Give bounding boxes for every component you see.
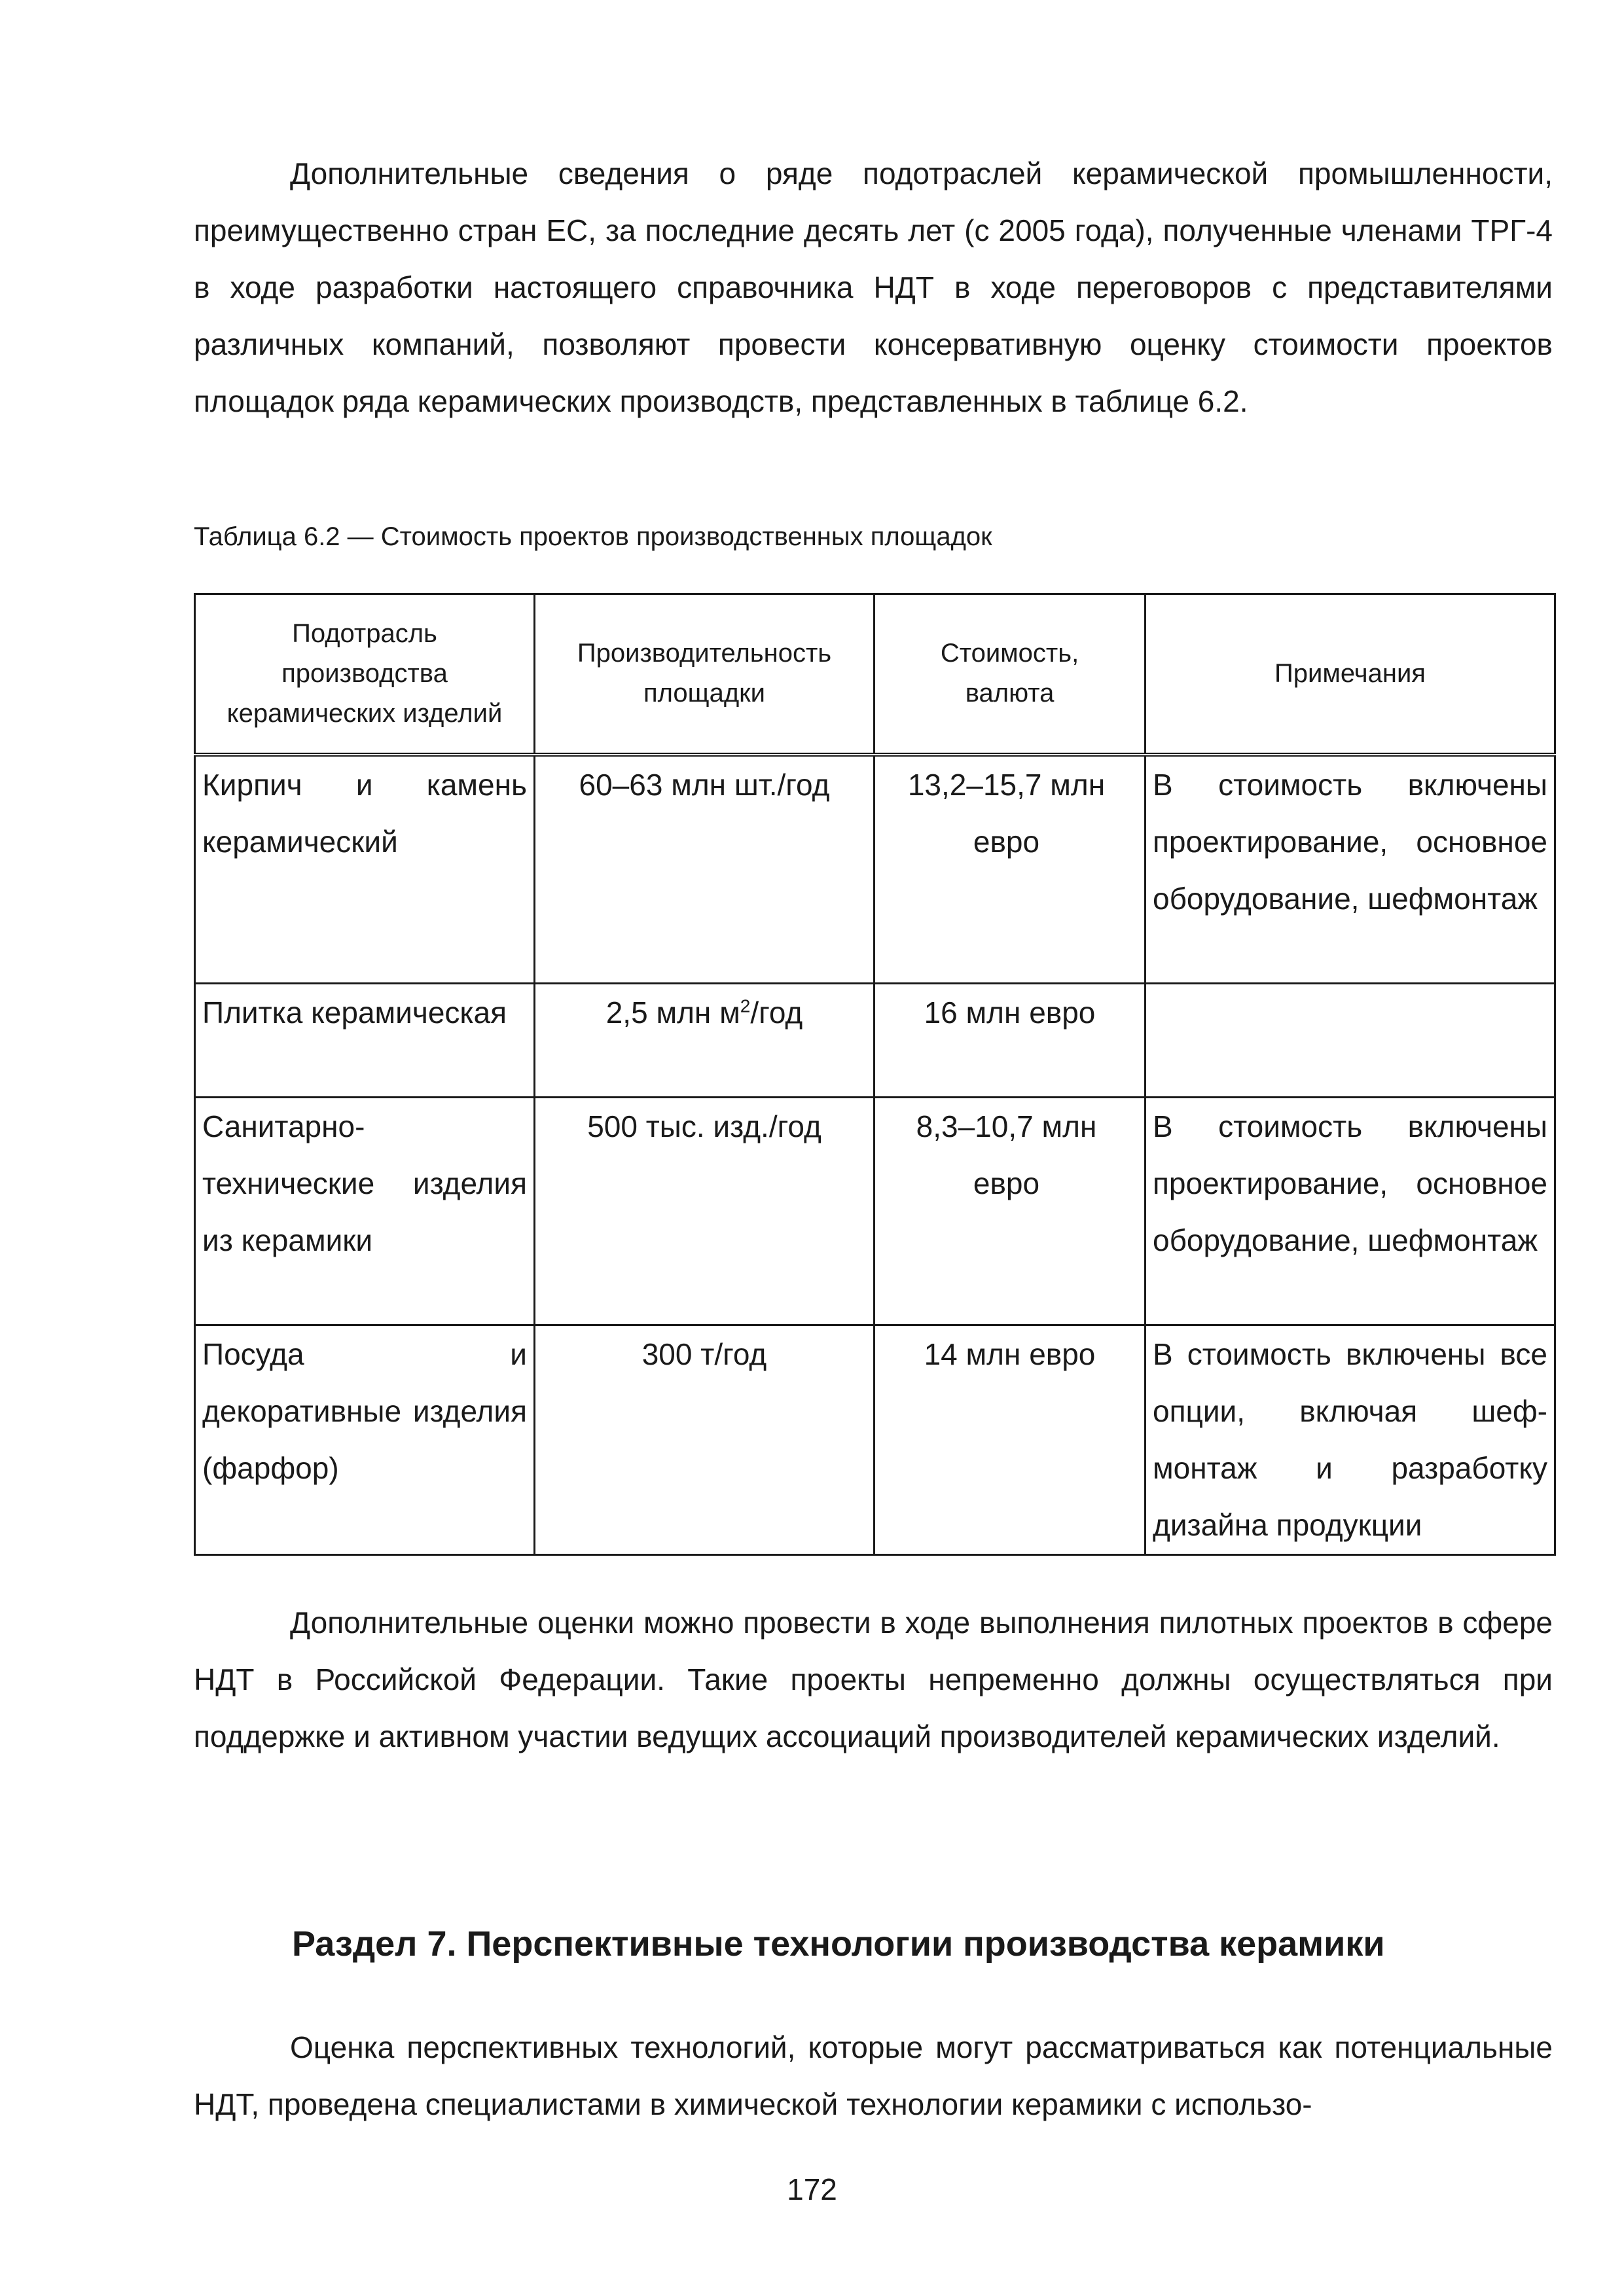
row-capacity: 500 тыс. изд./год	[535, 1098, 875, 1325]
row-subsector: Кирпич и камень керамический	[195, 755, 535, 984]
header-capacity: Производительность площадки	[535, 594, 875, 755]
row-subsector: Посуда и декоративные изделия (фарфор)	[195, 1325, 535, 1555]
table-caption: Таблица 6.2 — Стоимость проектов производственных площадок	[194, 522, 992, 551]
row-subsector: Плитка керамическая	[195, 984, 535, 1098]
row-capacity: 300 т/год	[535, 1325, 875, 1555]
table-row	[195, 984, 1555, 1098]
header-cost: Стоимость, валюта	[875, 594, 1146, 755]
row-notes: В стоимость включены проектирование, основное оборудование, шефмонтаж	[1146, 1098, 1555, 1325]
cost-table	[194, 593, 1556, 1556]
header-subsector: Подотрасль производства керамических изделий	[195, 594, 535, 755]
table-row	[195, 1325, 1555, 1555]
row-capacity: 2,5 млн $м^2$/год	[535, 984, 875, 1098]
row-cost: 13,2–15,7 млн евро	[875, 755, 1146, 984]
row-notes: В стоимость включены проектирование, основное оборудование, шефмонтаж	[1146, 755, 1555, 984]
followup-paragraph: Дополнительные оценки можно провести в ходе выполнения пилотных проектов в сфере НДТ в Российской Федерации. Такие проекты непременно должны осуществляться при поддержке и активном участии ведущих ассоциаций производителей керамических изделий.	[194, 1605, 1553, 1753]
row-cost: 8,3–10,7 млн евро	[875, 1098, 1146, 1325]
intro-paragraph: Дополнительные сведения о ряде подотраслей керамической промышленности, преимущественно стран ЕС, за последние десять лет (с 2005 года), полученные членами ТРГ-4 в ходе разработки настоящего справочника НДТ в ходе переговоров с представителями различных компаний, позволяют провести консервативную оценку стоимости проектов площадок ряда керамических производств, представленных в таблице 6.2.	[194, 156, 1553, 418]
row-cost: 16 млн евро	[875, 984, 1146, 1098]
row-cost: 14 млн евро	[875, 1325, 1146, 1555]
table-row	[195, 755, 1555, 984]
page-number: 172	[787, 2172, 837, 2206]
table-header-row	[195, 594, 1555, 755]
row-capacity: 60–63 млн шт./год	[535, 755, 875, 984]
table-row	[195, 1098, 1555, 1325]
row-notes	[1146, 984, 1555, 1098]
header-notes: Примечания	[1146, 594, 1555, 755]
section-intro-paragraph: Оценка перспективных технологий, которые могут рассматриваться как потенциальные НДТ, проведена специалистами в химической технологии керамики с использо-	[194, 2030, 1553, 2121]
row-subsector: Санитарно-технические изделия из керамики	[195, 1098, 535, 1325]
section-heading: Раздел 7. Перспективные технологии производства керамики	[292, 1924, 1385, 1964]
row-notes: В стоимость включены все опции, включая шеф-монтаж и разработку дизайна продукции	[1146, 1325, 1555, 1555]
